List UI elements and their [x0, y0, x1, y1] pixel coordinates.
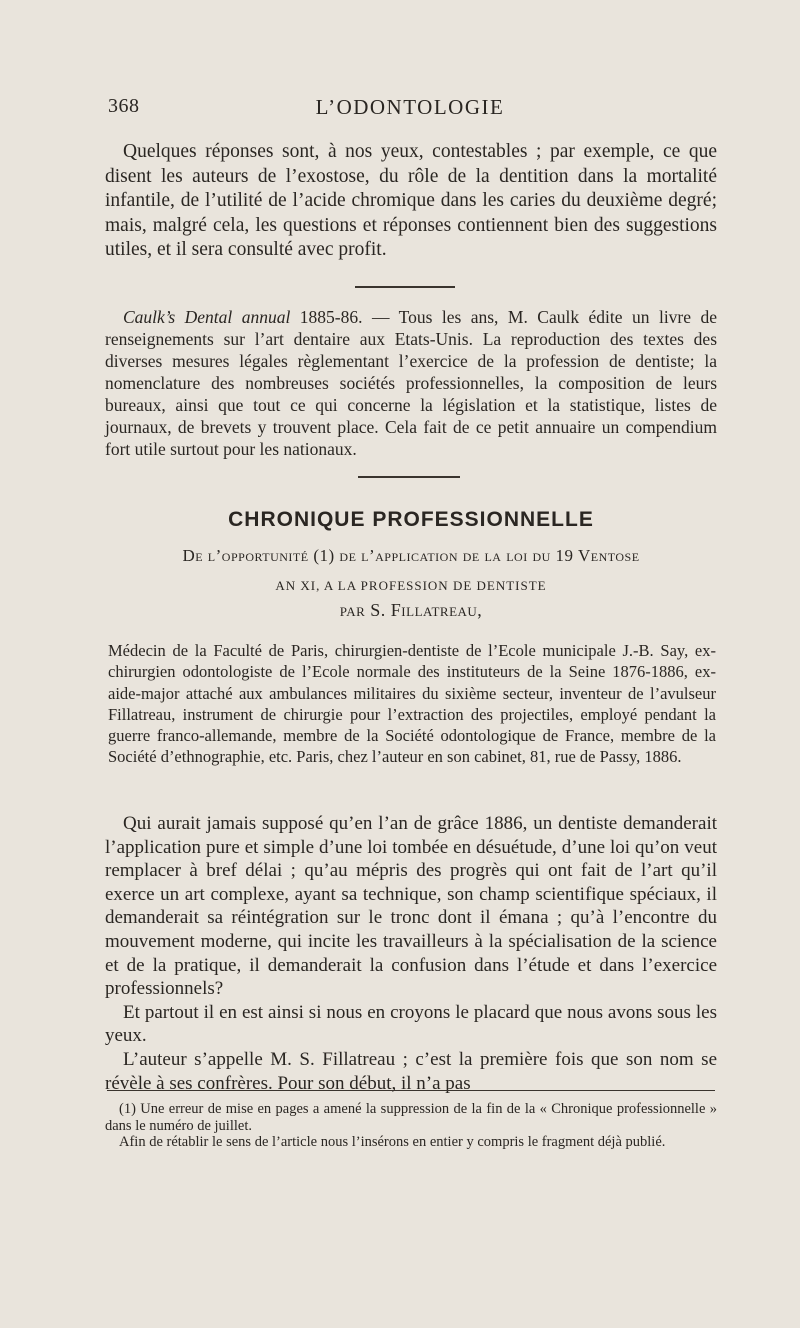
article-author: par S. Fillatreau, [339, 600, 483, 620]
article-subtitle-continued: AN XI, A LA PROFESSION DE DENTISTE [275, 578, 547, 593]
section-divider [355, 286, 455, 288]
footnote: Afin de rétablir le sens de l’article nous l’insérons en entier y compris le fragment déjà publié. [119, 1134, 666, 1150]
page-number: 368 [108, 95, 140, 117]
section-divider [358, 476, 460, 478]
caulk-review-text: 1885-86. — Tous les ans, M. Caulk édite un livre de renseignements sur l’art dentaire aux Etats-Unis. La reproduction des textes des diverses mesures légales règlementant l’exercice de la profession de dentiste; la nomenclature des nombreuses sociétés professionnelles, la composition de leurs bureaux, ainsi que tout ce qui concerne la législation et la statistique, listes de journaux, de brevets y trouvent place. Cela fait de ce petit annuaire un compendium fort utile surtout pour les nationaux. [105, 307, 717, 459]
section-title: CHRONIQUE PROFESSIONNELLE [228, 508, 594, 531]
author-bio: Médecin de la Faculté de Paris, chirurgien-dentiste de l’Ecole municipale J.-B. Say, ex-chirurgien odontologiste de l’Ecole normale des instituteurs de la Seine 1876-1886, ex-aide-major attaché aux ambulances militaires du sixième secteur, inventeur de l’avulseur Fillatreau, instrument de chirurgie pour l’extraction des projectiles, employé pendant la guerre franco-allemande, membre de la Société odontologique de France, membre de la Société d’ethnographie, etc. Paris, chez l’auteur en son cabinet, 81, rue de Passy, 1886. [108, 641, 716, 767]
article-body [105, 812, 717, 1095]
article-subtitle: De l’opportunité (1) de l’application de la loi du 19 Ventose [182, 546, 640, 565]
body-paragraph: L’auteur s’appelle M. S. Fillatreau ; c’est la première fois que son nom se révèle à ses confrères. Pour son début, il n’a pas [105, 1048, 717, 1094]
footnotes [105, 1101, 717, 1151]
intro-paragraph: Quelques réponses sont, à nos yeux, contestables ; par exemple, ce que disent les auteurs de l’exostose, du rôle de la dentition dans la mortalité infantile, de l’utilité de l’acide chromique dans les caries du deuxième degré; mais, malgré cela, les questions et réponses contiennent bien des suggestions utiles, et il sera consulté avec profit. [105, 141, 717, 260]
body-paragraph: Qui aurait jamais supposé qu’en l’an de grâce 1886, un dentiste demanderait l’application pure et simple d’une loi tombée en désuétude, d’une loi qu’on veut remplacer à bref délai ; qu’au mépris des progrès qui ont fait de l’art qu’il exerce un art complexe, ayant sa technique, son champ scientifique spéciaux, il demanderait sa réintégration sur le tronc dont il émana ; qu’à l’encontre du mouvement moderne, qui incite les travailleurs à la spécialisation de la science et de la pratique, il demanderait la confusion dans l’étude et dans l’exercice professionnels? [105, 813, 717, 1000]
footnote-divider [107, 1090, 715, 1091]
body-paragraph: Et partout il en est ainsi si nous en croyons le placard que nous avons sous les yeux. [105, 1001, 717, 1047]
running-title: L’ODONTOLOGIE [315, 95, 505, 119]
caulk-review-paragraph [105, 306, 717, 460]
page-header [108, 95, 712, 125]
caulk-review-title: Caulk’s Dental annual [123, 307, 291, 327]
footnote: (1) Une erreur de mise en pages a amené la suppression de la fin de la « Chronique professionnelle » dans le numéro de juillet. [105, 1101, 717, 1134]
